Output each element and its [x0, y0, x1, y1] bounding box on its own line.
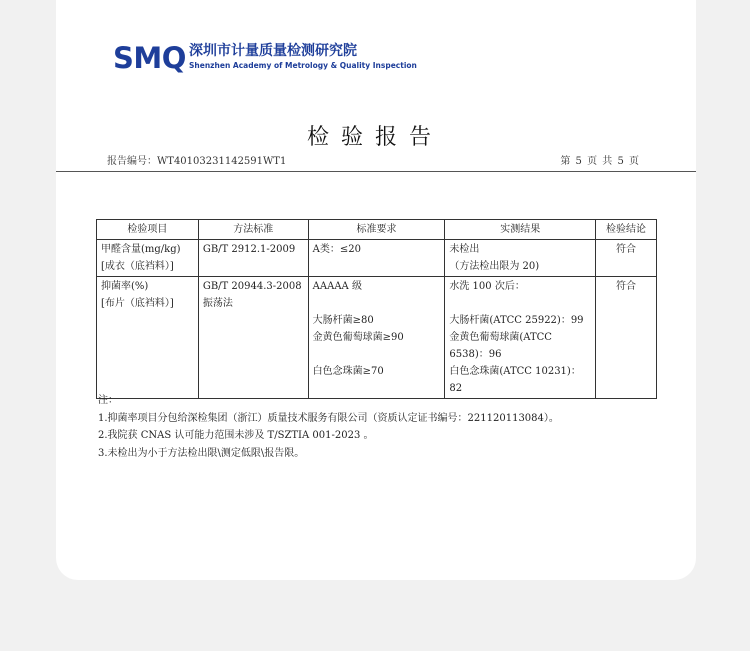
report-number: 报告编号：WT40103231142591WT1: [107, 156, 287, 167]
header-item: 检验项目: [97, 220, 199, 240]
note-item: 1.抑菌率项目分包给深检集团（浙江）质量技术服务有限公司（资质认定证书编号：221120113084）。: [98, 412, 559, 424]
cell-item: 抑菌率(%) [布片（底裆料）]: [97, 277, 199, 399]
cell-result: 水洗 100 次后： 大肠杆菌(ATCC 25922)：99 金黄色葡萄球菌(ATCC 6538)：96 白色念珠菌(ATCC 10231)：82: [445, 277, 596, 399]
cell-requirement: A类：≤20: [308, 240, 445, 277]
header-requirement: 标准要求: [308, 220, 445, 240]
report-title: 检验报告: [306, 125, 443, 150]
table-header-row: [97, 220, 657, 240]
cell-result: 未检出 （方法检出限为 20): [445, 240, 596, 277]
cell-method: GB/T 2912.1-2009: [198, 240, 308, 277]
header-conclusion: 检验结论: [596, 220, 657, 240]
table-row: [97, 240, 657, 277]
header-divider: [56, 171, 696, 172]
cell-method: GB/T 20944.3-2008 振荡法: [198, 277, 308, 399]
cell-conclusion: 符合: [596, 277, 657, 399]
note-item: 3.未检出为小于方法检出限\测定低限\报告限。: [98, 447, 305, 459]
notes-section: [98, 392, 559, 462]
header-result: 实测结果: [445, 220, 596, 240]
cell-item: 甲醛含量(mg/kg) [成衣（底裆料）]: [97, 240, 199, 277]
logo-mark: SMQ: [113, 41, 186, 75]
page-info: 第 5 页 共 5 页: [560, 156, 639, 167]
logo-name-en: Shenzhen Academy of Metrology & Quality Inspection: [189, 61, 417, 70]
notes-heading: 注：: [98, 395, 118, 406]
cell-requirement: AAAAA 级 大肠杆菌≥80 金黄色葡萄球菌≥90 白色念珠菌≥70: [308, 277, 445, 399]
cell-conclusion: 符合: [596, 240, 657, 277]
header-method: 方法标准: [198, 220, 308, 240]
note-item: 2.我院获 CNAS 认可能力范围未涉及 T/SZTIA 001-2023 。: [98, 430, 374, 441]
results-table: [96, 219, 657, 399]
logo-name-cn: 深圳市计量质量检测研究院: [189, 43, 357, 59]
table-row: [97, 277, 657, 399]
